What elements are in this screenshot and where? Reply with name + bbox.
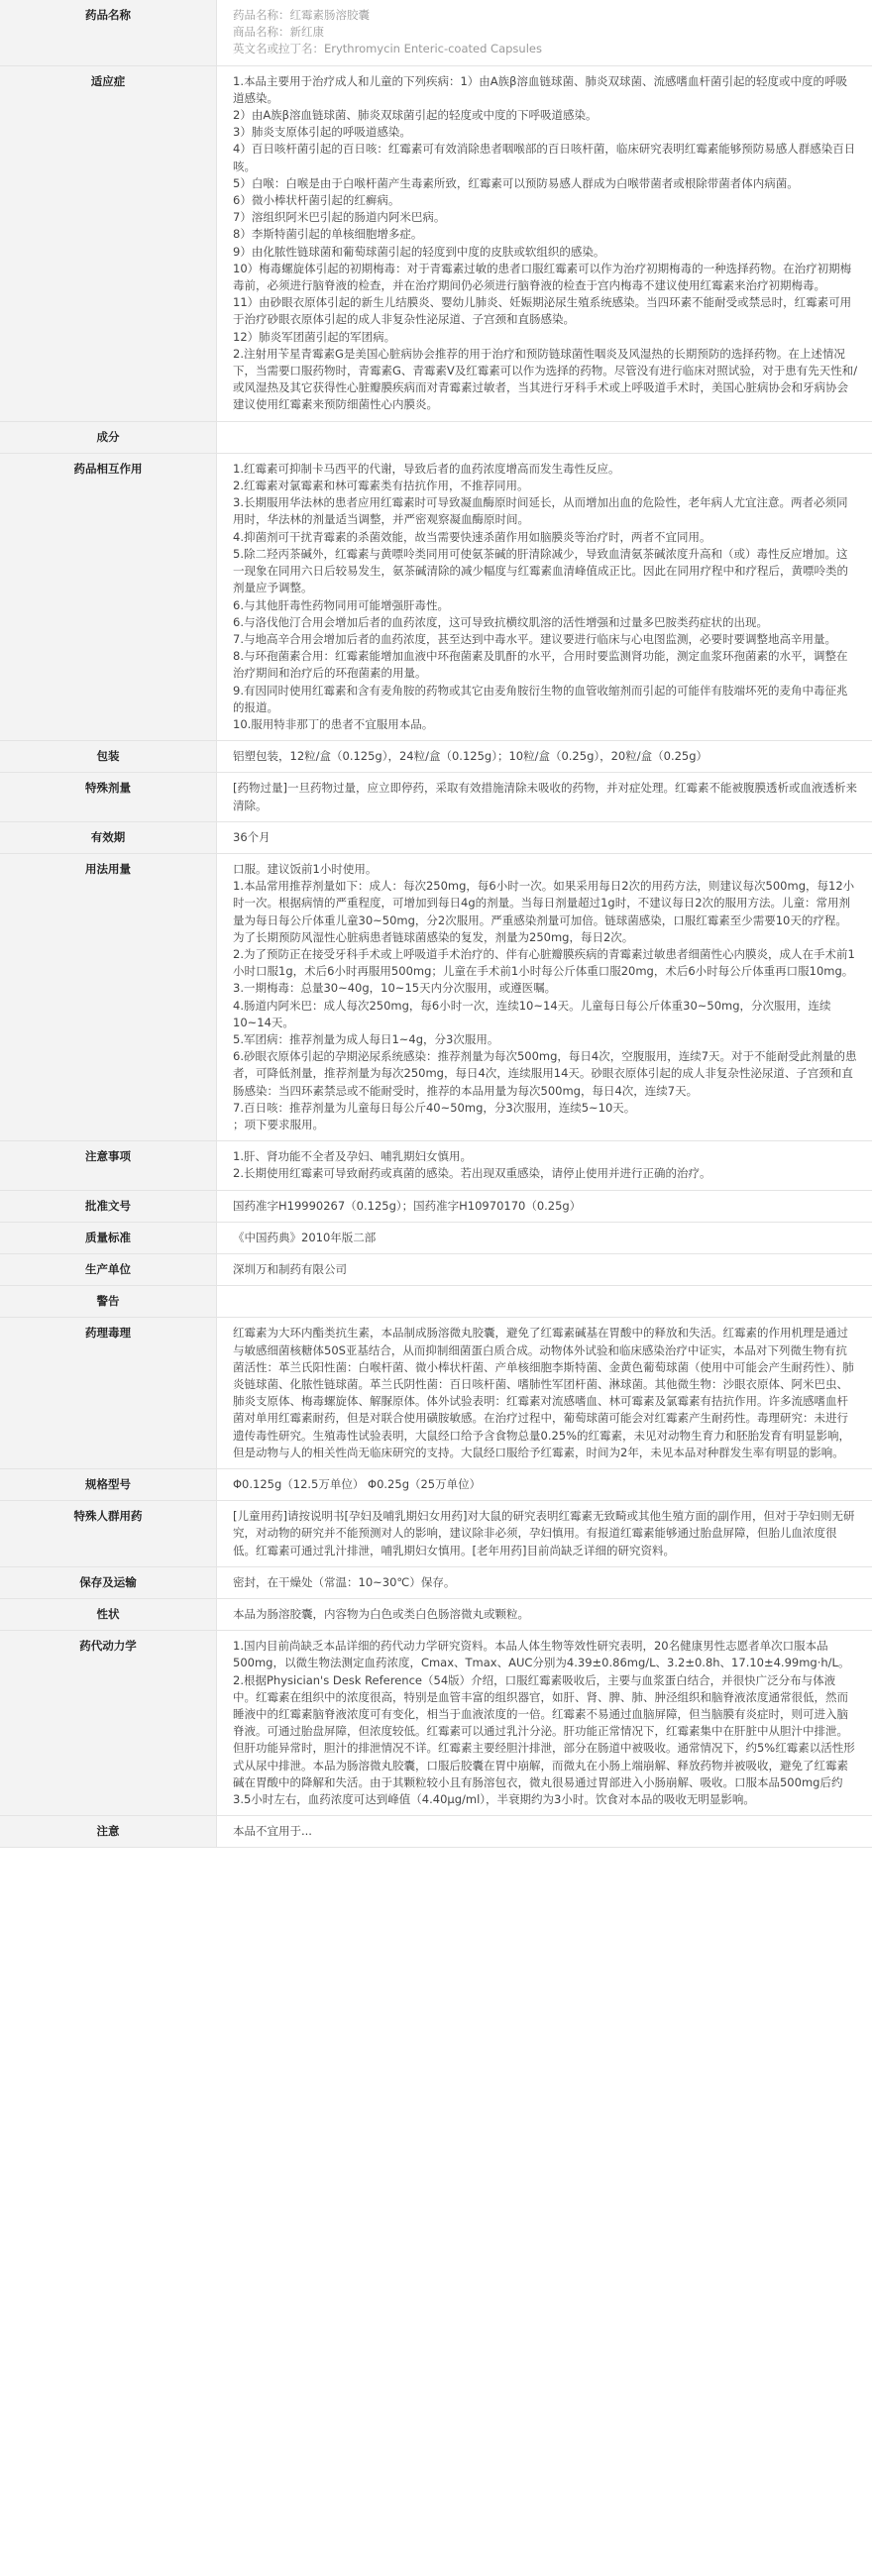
row-pharmacology xyxy=(0,1318,872,1469)
row-footer-stub xyxy=(0,1816,872,1848)
row-character xyxy=(0,1599,872,1631)
generic-name: 药品名称：红霉素肠溶胶囊 xyxy=(233,8,370,22)
paragraph: 1.本品主要用于治疗成人和儿童的下列疾病：1）由A族β溶血链球菌、肺炎双球菌、流感嗜血杆菌引起的轻度或中度的呼吸道感染。 xyxy=(233,73,847,105)
row-value: 本品为肠溶胶囊，内容物为白色或类白色肠溶微丸或颗粒。 xyxy=(217,1599,872,1631)
row-value: 密封，在干燥处（常温：10~30℃）保存。 xyxy=(217,1566,872,1598)
row-value: 国药准字H19990267（0.125g）；国药准字H10970170（0.25g） xyxy=(217,1190,872,1222)
paragraph: 2.红霉素对氯霉素和林可霉素类有拮抗作用，不推荐同用。 xyxy=(233,479,529,493)
row-indications xyxy=(0,65,872,421)
row-value: 深圳万和制药有限公司 xyxy=(217,1254,872,1286)
row-value xyxy=(217,1286,872,1318)
paragraph: 4.抑菌剂可干扰青霉素的杀菌效能，故当需要快速杀菌作用如脑膜炎等治疗时，两者不宜同用。 xyxy=(233,529,711,544)
row-label: 药理毒理 xyxy=(0,1318,217,1469)
row-pharmacokinetics xyxy=(0,1631,872,1816)
row-label: 用法用量 xyxy=(0,853,217,1140)
row-interactions xyxy=(0,453,872,740)
row-label: 保存及运输 xyxy=(0,1566,217,1598)
row-value: 铝塑包装，12粒/盒（0.125g），24粒/盒（0.125g）；10粒/盒（0.25g），20粒/盒（0.25g） xyxy=(217,741,872,773)
trade-name: 商品名称：新红康 xyxy=(233,25,324,40)
row-value xyxy=(217,1631,872,1816)
paragraph: ；项下要求服用。 xyxy=(233,1117,324,1131)
row-usage xyxy=(0,853,872,1140)
row-label: 质量标准 xyxy=(0,1222,217,1253)
row-label: 药品相互作用 xyxy=(0,453,217,740)
row-value xyxy=(217,453,872,740)
row-label: 特殊剂量 xyxy=(0,773,217,821)
paragraph: 2.长期使用红霉素可导致耐药或真菌的感染。若出现双重感染，请停止使用并进行正确的治疗。 xyxy=(233,1166,711,1181)
paragraph: 11）由砂眼衣原体引起的新生儿结膜炎、婴幼儿肺炎、妊娠期泌尿生殖系统感染。当四环素不能耐受或禁忌时，红霉素可用于治疗砂眼衣原体引起的成人非复杂性泌尿道、子宫颈和直肠感染。 xyxy=(233,295,852,327)
row-value: 36个月 xyxy=(217,821,872,853)
row-label: 有效期 xyxy=(0,821,217,853)
paragraph: 9）由化脓性链球菌和葡萄球菌引起的轻度到中度的皮肤或软组织的感染。 xyxy=(233,244,605,259)
row-standard xyxy=(0,1222,872,1253)
english-name: 英文名或拉丁名：Erythromycin Enteric-coated Capsules xyxy=(233,42,542,56)
paragraph: 12）肺炎军团菌引起的军团病。 xyxy=(233,329,396,344)
row-value xyxy=(217,421,872,453)
row-label: 特殊人群用药 xyxy=(0,1501,217,1567)
paragraph: 6.与其他肝毒性药物同用可能增强肝毒性。 xyxy=(233,597,449,612)
row-value: 《中国药典》2010年版二部 xyxy=(217,1222,872,1253)
row-warning xyxy=(0,1286,872,1318)
paragraph: 口服。建议饭前1小时使用。 xyxy=(233,861,378,876)
paragraph: 3.一期梅毒：总量30~40g，10~15天内分次服用，或遵医嘱。 xyxy=(233,981,557,996)
row-special-dose xyxy=(0,773,872,821)
paragraph: 3）肺炎支原体引起的呼吸道感染。 xyxy=(233,125,411,140)
row-label: 性状 xyxy=(0,1599,217,1631)
row-special-people xyxy=(0,1501,872,1567)
paragraph: 7.与地高辛合用会增加后者的血药浓度，甚至达到中毒水平。建议要进行临床与心电图监测，必要时要调整地高辛用量。 xyxy=(233,631,836,646)
row-spec xyxy=(0,1469,872,1501)
row-value xyxy=(217,1141,872,1190)
paragraph: 1.本品常用推荐剂量如下：成人：每次250mg，每6小时一次。如果采用每日2次的用药方法，则建议每次500mg，每12小时一次。根据病情的严重程度，可增加到每日4g的剂量。当每日剂量超过1g时，不建议每日2次的服用方法。儿童：常用剂量为每日每公斤体重儿童30~50mg，分2次服用。严重感染剂量可加倍。链球菌感染，口服红霉素至少需要10天的疗程。为了长期预防风湿性心脏病患者链球菌感染的复发，剂量为250mg，每日2次。 xyxy=(233,879,855,944)
paragraph: 7）溶组织阿米巴引起的肠道内阿米巴病。 xyxy=(233,210,446,225)
row-label: 成分 xyxy=(0,421,217,453)
row-value xyxy=(217,65,872,421)
paragraph: 7.百日咳：推荐剂量为儿童每日每公斤40~50mg，分3次服用，连续5~10天。 xyxy=(233,1100,636,1115)
row-precautions xyxy=(0,1141,872,1190)
paragraph: 4）百日咳杆菌引起的百日咳：红霉素可有效消除患者咽喉部的百日咳杆菌，临床研究表明红霉素能够预防易感人群感染百日咳。 xyxy=(233,142,856,173)
row-label: 药代动力学 xyxy=(0,1631,217,1816)
paragraph: 1.国内目前尚缺乏本品详细的药代动力学研究资料。本品人体生物等效性研究表明，20名健康男性志愿者单次口服本品500mg，以微生物法测定血药浓度，Cmax、Tmax、AUC分别为4.39±0.86mg/L、3.2±0.8h、17.10±4.99mg·h/L。 xyxy=(233,1639,850,1670)
paragraph: 6）微小棒状杆菌引起的红癣病。 xyxy=(233,193,400,208)
paragraph: 2）由A族β溶血链球菌、肺炎双球菌引起的轻度或中度的下呼吸道感染。 xyxy=(233,108,598,123)
row-value: [药物过量]一旦药物过量，应立即停药，采取有效措施清除未吸收的药物，并对症处理。红霉素不能被腹膜透析或血液透析来清除。 xyxy=(217,773,872,821)
paragraph: 10.服用特非那丁的患者不宜服用本品。 xyxy=(233,716,434,731)
row-validity xyxy=(0,821,872,853)
paragraph: 5）白喉：白喉是由于白喉杆菌产生毒素所致，红霉素可以预防易感人群成为白喉带菌者或根除带菌者体内病菌。 xyxy=(233,175,799,190)
paragraph: 8）李斯特菌引起的单核细胞增多症。 xyxy=(233,227,423,242)
paragraph: 6.与洛伐他汀合用会增加后者的血药浓度，这可导致抗横纹肌溶的活性增强和过量多巴胺类药症状的出现。 xyxy=(233,614,768,629)
row-value: 本品不宜用于... xyxy=(217,1816,872,1848)
row-label: 适应症 xyxy=(0,65,217,421)
row-approval xyxy=(0,1190,872,1222)
row-label: 药品名称 xyxy=(0,0,217,65)
paragraph: 6.砂眼衣原体引起的孕期泌尿系统感染：推荐剂量为每次500mg，每日4次，空腹服用，连续7天。对于不能耐受此剂量的患者，可降低剂量，推荐剂量为每次250mg，每日4次，连续服用14天。砂眼衣原体引起的成人非复杂性泌尿道、子宫颈和直肠感染：当四环素禁忌或不能耐受时，推荐的本品用量为每次500mg，每日4次，连续7天。 xyxy=(233,1049,857,1098)
paragraph: 9.有因同时使用红霉素和含有麦角胺的药物或其它由麦角胺衍生物的血管收缩剂而引起的可能伴有肢端坏死的麦角中毒征兆的报道。 xyxy=(233,683,848,714)
paragraph: 10）梅毒螺旋体引起的初期梅毒：对于青霉素过敏的患者口服红霉素可以作为治疗初期梅毒的一种选择药物。在治疗初期梅毒前，必须进行脑脊液的检查，并在治疗期间仍必须进行脑脊液的检查于宫内梅毒不建议使用红霉素来治疗初期梅毒。 xyxy=(233,261,852,293)
row-value xyxy=(217,853,872,1140)
paragraph: 2.为了预防正在接受牙科手术或上呼吸道手术治疗的、伴有心脏瓣膜疾病的青霉素过敏患者细菌性心内膜炎，成人在手术前1小时口服1g，术后6小时再服用500mg；儿童在手术前1小时每公斤体重口服20mg，术后6小时每公斤体重再口服10mg。 xyxy=(233,946,855,979)
paragraph: 8.与环孢菌素合用：红霉素能增加血液中环孢菌素及肌酐的水平，合用时要监测肾功能，测定血浆环孢菌素的水平，调整在治疗期间和治疗后的环孢菌素的用量。 xyxy=(233,649,848,681)
row-value: Φ0.125g（12.5万单位） Φ0.25g（25万单位） xyxy=(217,1469,872,1501)
paragraph: 1.红霉素可抑制卡马西平的代谢，导致后者的血药浓度增高而发生毒性反应。 xyxy=(233,461,620,476)
row-ingredients xyxy=(0,421,872,453)
row-label: 包装 xyxy=(0,741,217,773)
row-label: 生产单位 xyxy=(0,1254,217,1286)
row-label: 注意事项 xyxy=(0,1141,217,1190)
row-value: [儿童用药]请按说明书[孕妇及哺乳期妇女用药]对大鼠的研究表明红霉素无致畸或其他生殖方面的副作用，但对于孕妇则无研究，对动物的研究并不能预测对人的影响，建议除非必须，孕妇慎用。有报道红霉素能够通过胎盘屏障，但胎儿血浓度很低。红霉素可通过乳汁排泄，哺乳期妇女慎用。[老年用药]目前尚缺乏详细的研究资料。 xyxy=(217,1501,872,1567)
row-storage xyxy=(0,1566,872,1598)
row-label: 注意 xyxy=(0,1816,217,1848)
row-label: 警告 xyxy=(0,1286,217,1318)
row-packaging xyxy=(0,741,872,773)
paragraph: 2.注射用苄星青霉素G是美国心脏病协会推荐的用于治疗和预防链球菌性咽炎及风湿热的长期预防的选择药物。在上述情况下，当需要口服药物时，青霉素G、青霉素V及红霉素可以作为选择的药物。尽管没有进行临床对照试验，对于患有先天性和/或风湿热及其它获得性心脏瓣膜疾病而对青霉素过敏者，当其进行牙科手术或上呼吸道手术时，美国心脏病协会和牙病协会建议使用红霉素来预防细菌性心内膜炎。 xyxy=(233,346,858,412)
paragraph: 5.军团病：推荐剂量为成人每日1~4g，分3次服用。 xyxy=(233,1031,499,1046)
row-value xyxy=(217,0,872,65)
row-drug-name xyxy=(0,0,872,65)
row-label: 规格型号 xyxy=(0,1469,217,1501)
row-manufacturer xyxy=(0,1254,872,1286)
paragraph: 3.长期服用华法林的患者应用红霉素时可导致凝血酶原时间延长，从而增加出血的危险性，老年病人尤宜注意。两者必须同用时，华法林的剂量适当调整，并严密观察凝血酶原时间。 xyxy=(233,495,848,527)
row-label: 批准文号 xyxy=(0,1190,217,1222)
paragraph: 1.肝、肾功能不全者及孕妇、哺乳期妇女慎用。 xyxy=(233,1149,472,1164)
paragraph: 5.除二羟丙茶碱外，红霉素与黄嘌呤类同用可使氨茶碱的肝清除减少，导致血清氨茶碱浓度升高和（或）毒性反应增加。这一现象在同用六日后较易发生，氨茶碱清除的减少幅度与红霉素血清峰值成正比。因此在同用疗程中和疗程后，黄嘌呤类的剂量应予调整。 xyxy=(233,546,848,595)
row-value: 红霉素为大环内酯类抗生素，本品制成肠溶微丸胶囊，避免了红霉素碱基在胃酸中的释放和失活。红霉素的作用机理是通过与敏感细菌核糖体50S亚基结合，从而抑制细菌蛋白质合成。动物体外试验和临床感染治疗中证实，本品对下列微生物有抗菌活性：革兰氏阳性菌：白喉杆菌、微小棒状杆菌、产单核细胞李斯特菌、金黄色葡萄球菌（使用中可能会产生耐药性）、肺炎链球菌、化脓性链球菌。革兰氏阴性菌：百日咳杆菌、嗜肺性军团杆菌、淋球菌。其他微生物：沙眼衣原体、阿米巴虫、肺炎支原体、梅毒螺旋体、解脲原体。体外试验表明：红霉素对流感嗜血、林可霉素及氯霉素有拮抗作用。许多流感嗜血杆菌对单用红霉素耐药，但是对联合使用磺胺敏感。在治疗过程中，葡萄球菌可能会对红霉素产生耐药性。毒理研究：未进行遗传毒性研究。生殖毒性试验表明，大鼠经口给予含食物总量0.25%的红霉素，未见对动物生育力和胚胎发育有明显影响，但是动物与人的相关性尚无临床研究的支持。大鼠经口服给予红霉素，时间为2年，未见本品对种群发生率有明显的影响。 xyxy=(217,1318,872,1469)
paragraph: 2.根据Physician's Desk Reference（54版）介绍，口服红霉素吸收后，主要与血浆蛋白结合，并很快广泛分布与体液中。红霉素在组织中的浓度很高，特别是血管丰富的组织器官，如肝、肾、脾、肺、肿泾组织和脑脊液浓度通常很低，然而睡液中的红霉素脑脊液浓度可有变化，相当于血液浓度的一倍。红霉素不易通过血脑屏障，但当脑膜有炎症时，则可进入脑脊液。可通过胎盘屏障，但浓度较低。红霉素可以通过乳汁分泌。肝功能正常情况下，红霉素集中在肝脏中从胆汁中排泄。但肝功能异常时，胆汁的排泄情况不详。红霉素主要经胆汁排泄，部分在肠道中被吸收。通常情况下，约5%红霉素以活性形式从尿中排泄。本品为肠溶微丸胶囊，口服后胶囊在胃中崩解，而微丸在小肠上端崩解、释放药物并被吸收，避免了红霉素碱在胃酸中的降解和失活。由于其颗粒较小且有肠溶包衣，微丸很易通过胃部进入小肠崩解、吸收。口服本品500mg后约3.5小时左右，血药浓度可达到峰值（4.40μg/ml），半衰期约为3小时。饮食对本品的吸收无明显影响。 xyxy=(233,1672,855,1807)
paragraph: 4.肠道内阿米巴：成人每次250mg，每6小时一次，连续10~14天。儿童每日每公斤体重30~50mg，分次服用，连续10~14天。 xyxy=(233,998,831,1029)
